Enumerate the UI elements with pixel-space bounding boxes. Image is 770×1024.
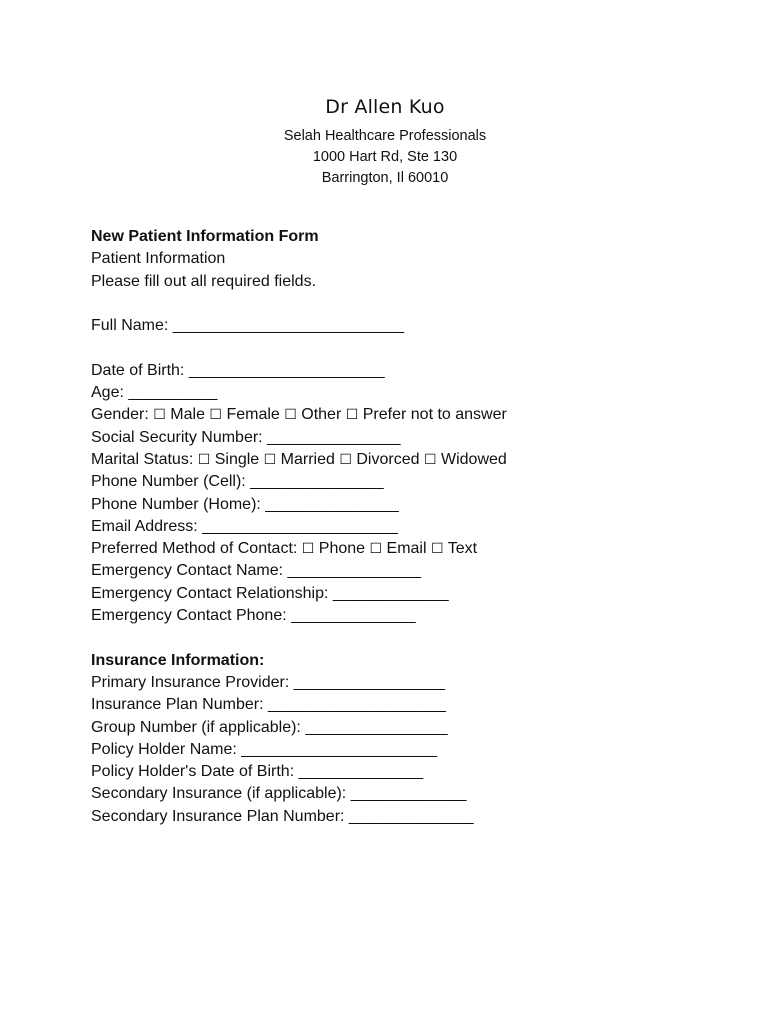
gender-row [91,404,731,426]
dob-field[interactable]: ______________________ [188,361,385,379]
form-title: New Patient Information Form [91,228,319,245]
phone-cell-row [91,471,731,493]
secondary-insurance-label: Secondary Insurance (if applicable): [91,785,351,803]
secondary-insurance-row [91,783,731,805]
marital-option-single[interactable]: ☐ Single [197,450,260,468]
contact-option-email[interactable]: ☐ Email [369,540,427,558]
age-label: Age: [91,384,129,402]
address-line-2: Barrington, Il 60010 [321,170,449,186]
email-row [91,516,731,538]
holder-name-field[interactable]: ______________________ [241,740,438,758]
practice-name: Selah Healthcare Professionals [283,128,487,144]
dob-label: Date of Birth: [91,361,189,379]
group-number-field[interactable]: ________________ [305,718,448,736]
form-subtitle: Patient Information [91,250,226,268]
email-label: Email Address: [91,517,203,535]
emergency-name-label: Emergency Contact Name: [91,562,288,580]
address-line-1: 1000 Hart Rd, Ste 130 [312,149,458,165]
secondary-plan-number-label: Secondary Insurance Plan Number: [91,807,349,825]
phone-cell-field[interactable]: _______________ [250,473,384,491]
emergency-name-row [91,560,731,582]
secondary-plan-number-field[interactable]: ______________ [348,807,474,825]
contact-option-text[interactable]: ☐ Text [431,540,478,558]
marital-option-married[interactable]: ☐ Married [263,450,335,468]
emergency-relationship-label: Emergency Contact Relationship: [91,584,333,602]
ssn-field[interactable]: _______________ [267,428,401,446]
emergency-phone-field[interactable]: ______________ [291,607,416,625]
primary-provider-field[interactable]: _________________ [293,673,446,691]
marital-option-divorced[interactable]: ☐ Divorced [339,450,420,468]
marital-label: Marital Status: [91,450,198,468]
full-name-row [91,315,731,337]
gender-label: Gender: [91,406,154,424]
primary-provider-row [91,672,731,694]
checkbox[interactable]: ☐ [263,451,277,468]
marital-option-widowed[interactable]: ☐ Widowed [423,450,507,468]
secondary-plan-number-row [91,806,731,828]
emergency-relationship-field[interactable]: _____________ [332,584,449,602]
contact-method-label: Preferred Method of Contact: [91,540,302,558]
age-field[interactable]: __________ [128,384,218,402]
checkbox[interactable]: ☐ [209,407,222,424]
contact-option-phone[interactable]: ☐ Phone [301,540,366,558]
phone-cell-label: Phone Number (Cell): [91,473,251,491]
patient-form [91,226,731,828]
ssn-row [91,427,731,449]
full-name-label: Full Name: [91,317,173,335]
dob-row [91,360,731,382]
age-row [91,382,731,404]
plan-number-row [91,694,731,716]
marital-row [91,449,731,471]
plan-number-label: Insurance Plan Number: [91,696,268,714]
checkbox[interactable]: ☐ [431,541,444,558]
checkbox[interactable]: ☐ [423,451,437,468]
doctor-name: Dr Allen Kuo [325,96,445,118]
gender-option-female[interactable]: ☐ Female [209,406,280,424]
gender-option-prefer-not[interactable]: ☐ Prefer not to answer [345,406,507,424]
gender-option-male[interactable]: ☐ Male [153,406,205,424]
insurance-heading: Insurance Information: [91,651,265,669]
checkbox[interactable]: ☐ [345,407,359,424]
ssn-label: Social Security Number: [91,428,268,446]
full-name-field[interactable]: __________________________ [172,317,405,335]
phone-home-row [91,494,731,516]
gender-option-other[interactable]: ☐ Other [284,406,342,424]
phone-home-label: Phone Number (Home): [91,495,266,513]
group-number-label: Group Number (if applicable): [91,718,306,736]
checkbox[interactable]: ☐ [197,451,211,468]
holder-name-label: Policy Holder Name: [91,740,242,758]
checkbox[interactable]: ☐ [284,407,297,424]
checkbox[interactable]: ☐ [301,541,315,558]
checkbox[interactable]: ☐ [369,541,383,558]
checkbox[interactable]: ☐ [339,451,352,468]
group-number-row [91,717,731,739]
holder-dob-row [91,761,731,783]
contact-method-row [91,538,731,560]
emergency-relationship-row [91,583,731,605]
email-field[interactable]: ______________________ [202,517,398,535]
holder-name-row [91,739,731,761]
holder-dob-label: Policy Holder's Date of Birth: [91,763,299,781]
emergency-phone-row [91,605,731,627]
primary-provider-label: Primary Insurance Provider: [91,673,294,691]
checkbox[interactable]: ☐ [153,407,166,424]
emergency-name-field[interactable]: _______________ [287,562,422,580]
form-instructions: Please fill out all required fields. [91,272,317,290]
phone-home-field[interactable]: _______________ [265,495,399,513]
plan-number-field[interactable]: ____________________ [267,696,446,714]
emergency-phone-label: Emergency Contact Phone: [91,607,292,625]
holder-dob-field[interactable]: ______________ [298,763,424,781]
secondary-insurance-field[interactable]: _____________ [350,785,467,803]
practice-header [0,94,770,189]
